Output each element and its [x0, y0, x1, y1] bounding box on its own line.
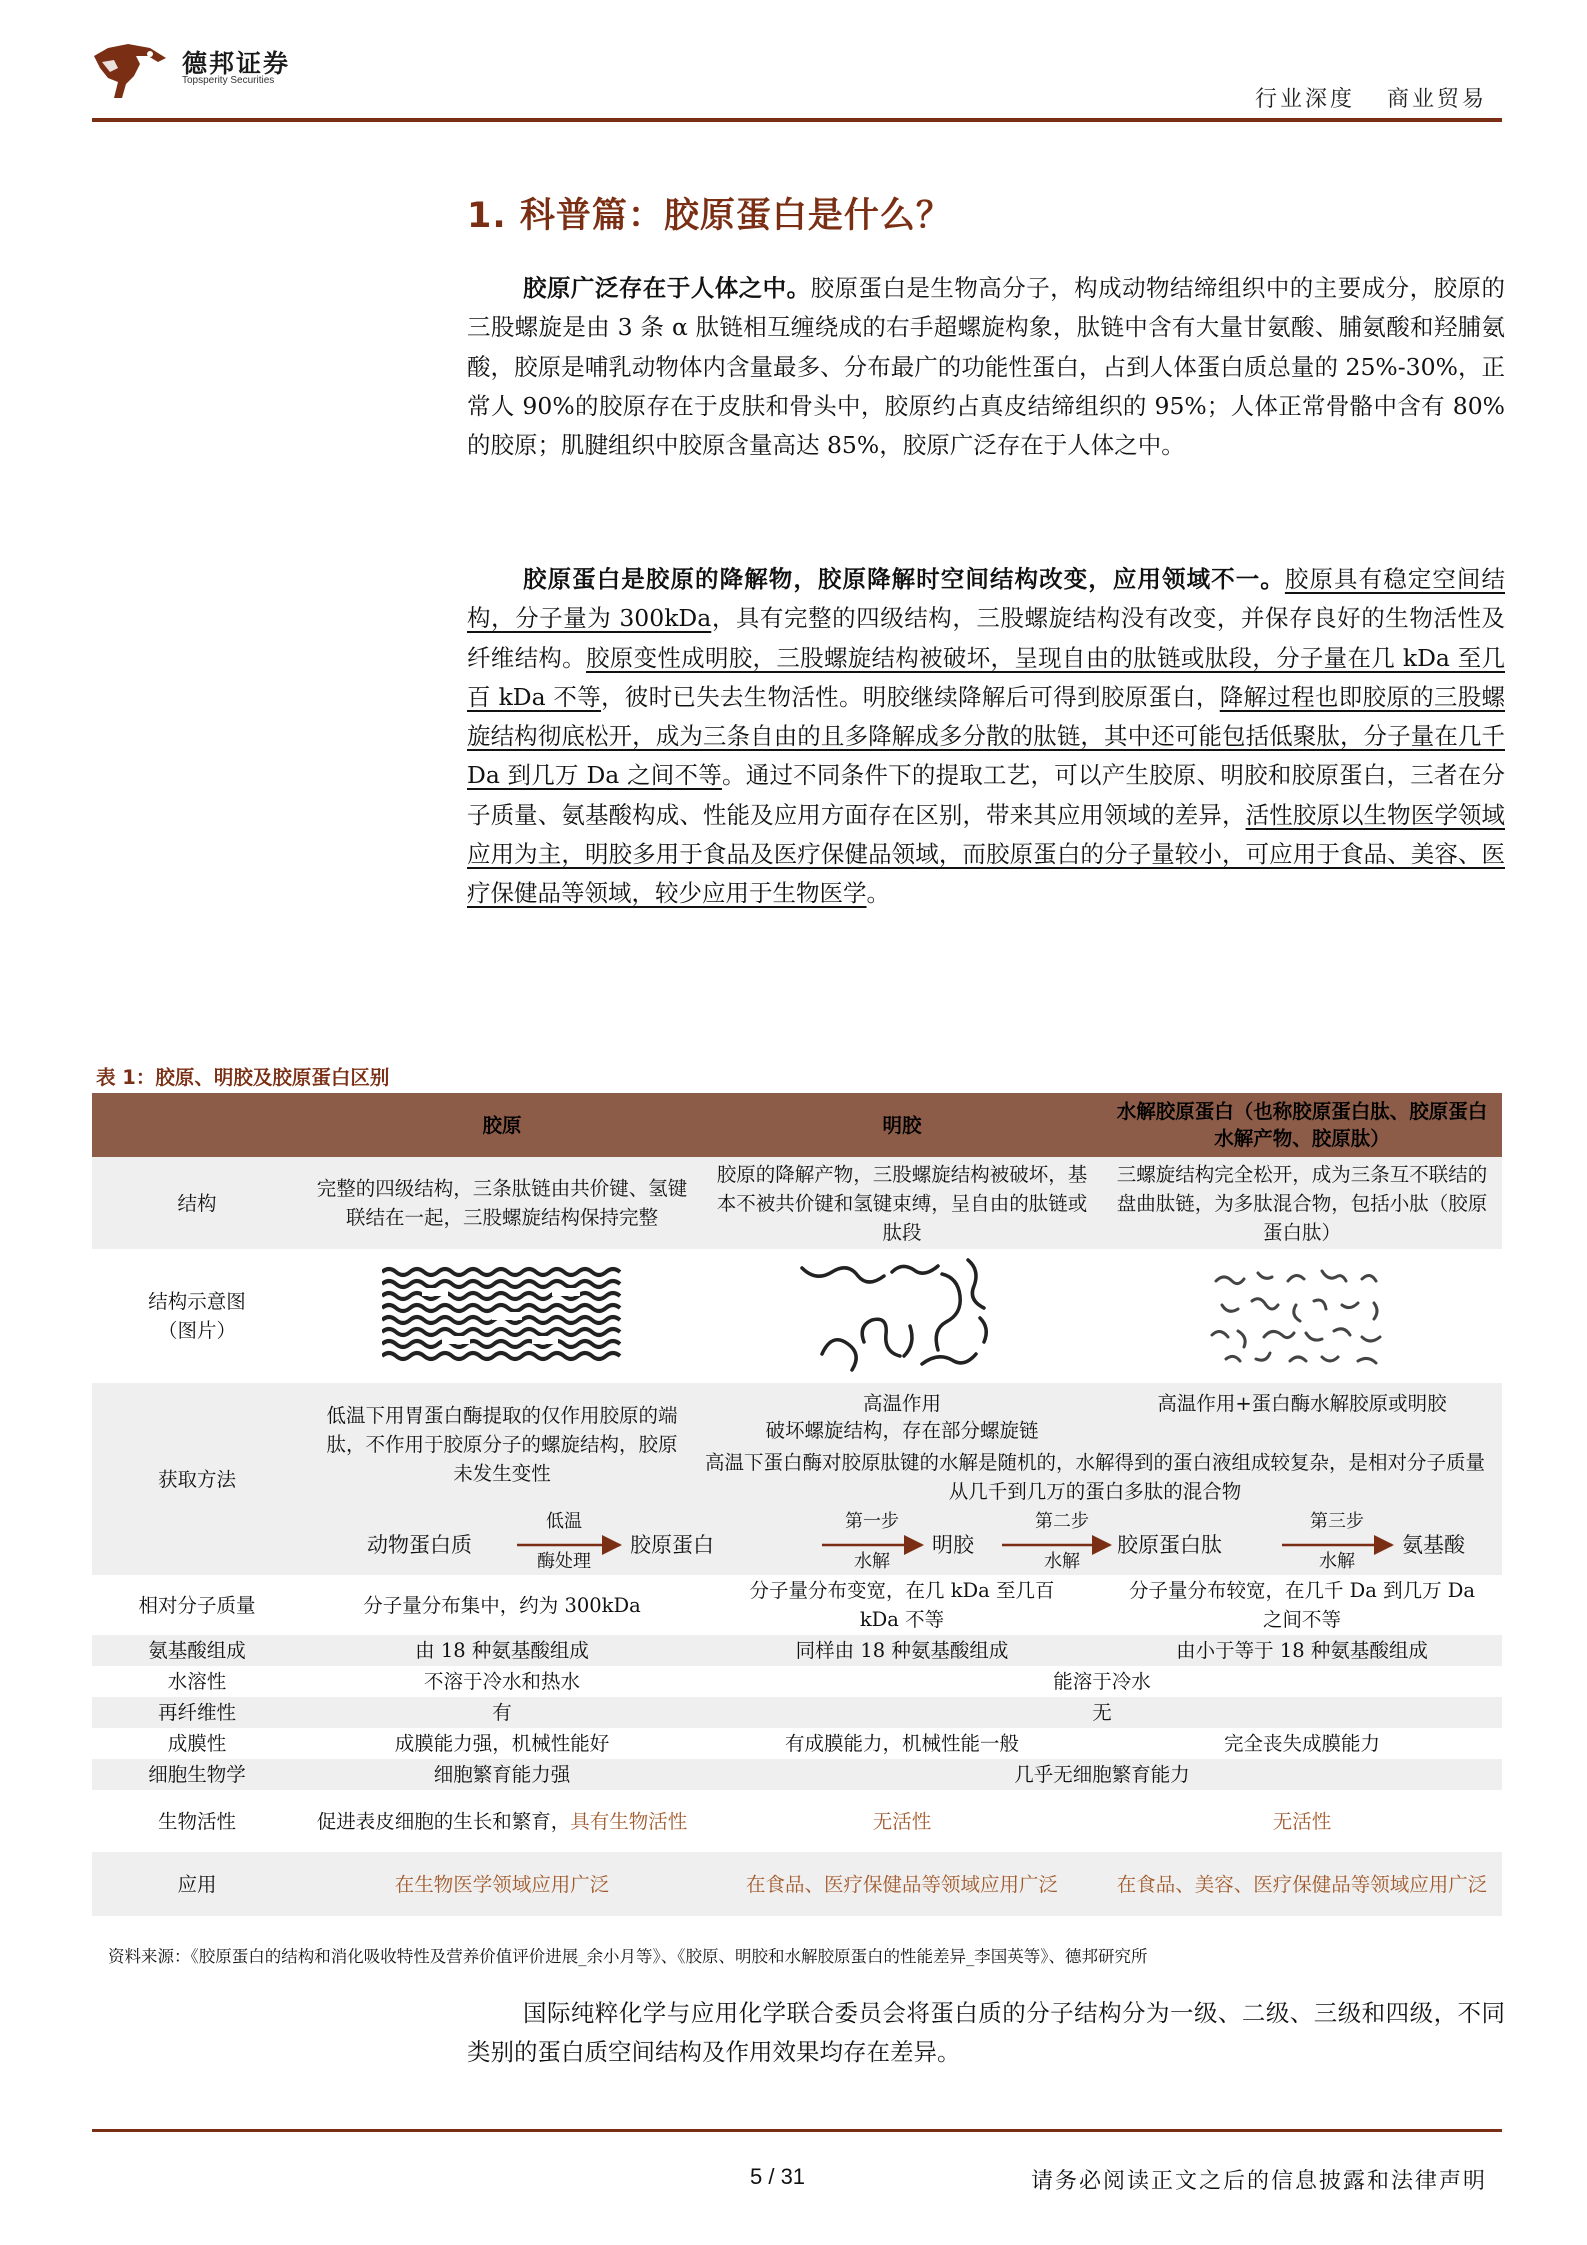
table-row [92, 1790, 1502, 1852]
process-flow-diagram [302, 1505, 1502, 1575]
flow-node: 氨基酸 [1402, 1533, 1465, 1557]
flow-arrow-label: 酶处理 [537, 1551, 591, 1572]
flow-node: 胶原蛋白肽 [1117, 1533, 1222, 1557]
flow-arrow-label: 低温 [546, 1511, 582, 1532]
row-label: 获取方法 [92, 1383, 302, 1575]
table-header-row [92, 1093, 1502, 1157]
flow-arrow-label: 水解 [854, 1551, 890, 1572]
table-cell: 在生物医学领域应用广泛 [302, 1852, 702, 1916]
table-row [92, 1249, 1502, 1383]
table-cell: 有 [302, 1697, 702, 1728]
underlined-text: 胶原具有稳定空间结构，分子量为 300kDa [467, 565, 1506, 633]
underlined-text: 胶原变性成明胶，三股螺旋结构被破坏，呈现自由的肽链或肽段，分子量在几 kDa 至几百 kDa 不等 [467, 643, 1505, 711]
table-cell: 细胞繁育能力强 [302, 1759, 702, 1790]
row-label: 生物活性 [157, 1809, 236, 1833]
row-label: 细胞生物学 [92, 1759, 302, 1790]
table-title: 表 1：胶原、明胶及胶原蛋白区别 [96, 1066, 390, 1089]
table-cell: 有成膜能力，机械性能一般 [784, 1732, 1019, 1755]
bio-text: 促进表皮细胞的生长和繁育， [316, 1809, 571, 1833]
table-row [92, 1759, 1502, 1790]
triple-helix-diagram [382, 1264, 622, 1368]
method-step: 高温作用+蛋白酶水解胶原或明胶 [1157, 1392, 1447, 1415]
header-tag-sector: 商业贸易 [1386, 87, 1487, 112]
row-label: 再纤维性 [92, 1697, 302, 1728]
header-divider [92, 118, 1502, 122]
underlined-text: 活性胶原以生物医学领域应用为主，明胶多用于食品及医疗保健品领域，而胶原蛋白的分子量较小，可应用于食品、美容、医疗保健品等领域，较少应用于生物医学 [467, 800, 1506, 908]
diagram-cell [1102, 1249, 1502, 1383]
table-source: 资料来源：《胶原蛋白的结构和消化吸收特性及营养价值评价进展_余小月等》、《胶原、明胶和水解胶原蛋白的性能差异_李国英等》、德邦研究所 [108, 1947, 1148, 1966]
header-tags [1233, 82, 1487, 113]
flow-arrow-label: 水解 [1044, 1551, 1080, 1572]
table-cell: 无活性 [872, 1809, 932, 1833]
underlined-text: 降解过程也即胶原的三股螺旋结构彻底松开，成为三条自由的且多降解成多分散的肽链，其中还可能包括低聚肽，分子量在几千 Da 到几万 Da 之间不等 [467, 682, 1505, 790]
paragraph-intro [467, 269, 1505, 465]
paragraph-lead: 胶原蛋白是胶原的降解物，胶原降解时空间结构改变，应用领域不一。 [523, 565, 1285, 593]
table-header-cell [92, 1093, 302, 1157]
table-cell: 三螺旋结构完全松开，成为三条互不联结的盘曲肽链，为多肽混合物，包括小肽（胶原蛋白肽） [1102, 1157, 1502, 1249]
table-row [92, 1635, 1502, 1666]
table-cell: 几乎无细胞繁育能力 [702, 1759, 1502, 1790]
table-cell: 在食品、医疗保健品等领域应用广泛 [702, 1852, 1102, 1916]
flow-arrow-label: 第二步 [1035, 1511, 1089, 1532]
flow-node: 动物蛋白质 [367, 1533, 472, 1557]
flow-arrow-label: 水解 [1319, 1551, 1355, 1572]
diagram-cell [302, 1249, 702, 1383]
header-tag-industry: 行业深度 [1254, 87, 1355, 112]
brand-name-en: Topsperity Securities [182, 75, 275, 86]
table-cell: 无活性 [1272, 1809, 1332, 1833]
row-label: 应用 [92, 1852, 302, 1916]
table-cell [302, 1790, 702, 1852]
table-row [92, 1697, 1502, 1728]
diagram-cell [702, 1249, 1102, 1383]
paragraph-text: 。 [866, 879, 890, 908]
method-step: 高温作用 [862, 1392, 941, 1415]
table-row [92, 1575, 1502, 1635]
row-label-text: 结构示意图（图片） [148, 1290, 246, 1342]
flow-arrow-label: 第三步 [1310, 1511, 1364, 1532]
paragraph-text: 。通过不同条件下的提取工艺，可以产生胶原、明胶和胶原蛋白，三者在分子质量、氨基酸构成、性能及应用方面存在区别，带来其应用领域的差异， [467, 761, 1505, 829]
hydrolyzed-collagen-diagram [1202, 1261, 1402, 1371]
row-label: 成膜性 [167, 1732, 227, 1755]
row-label [92, 1249, 302, 1383]
table-header-cell: 水解胶原蛋白（也称胶原蛋白肽、胶原蛋白水解产物、胶原肽） [1102, 1093, 1502, 1157]
paragraph-text: ，彼时已失去生物活性。明胶继续降解后可得到胶原蛋白， [601, 682, 1220, 711]
table-cell: 由 18 种氨基酸组成 [302, 1635, 702, 1666]
flow-arrow-label: 第一步 [845, 1511, 899, 1532]
row-label: 氨基酸组成 [92, 1635, 302, 1666]
flow-row [92, 1505, 1502, 1575]
table-cell: 低温下用胃蛋白酶提取的仅作用胶原的端肽，不作用于胶原分子的螺旋结构，胶原未发生变性 [302, 1383, 702, 1505]
gelatin-diagram [792, 1254, 1012, 1378]
footer-divider [92, 2129, 1502, 2132]
row-label: 结构 [92, 1157, 302, 1249]
table-row [92, 1852, 1502, 1916]
table-cell: 胶原的降解产物，三股螺旋结构被破坏，基本不被共价键和氢键束缚，呈自由的肽链或肽段 [702, 1157, 1102, 1249]
paragraph-body: 胶原蛋白是生物高分子，构成动物结缔组织中的主要成分，胶原的三股螺旋是由 3 条 α 肽链相互缠绕成的右手超螺旋构象，肽链中含有大量甘氨酸、脯氨酸和羟脯氨酸，胶原是哺乳动物体内含量最多、分布最广的功能性蛋白，占到人体蛋白质总量的 25%-30%，正常人 90%的胶原存在于皮肤和骨头中，胶原约占真皮结缔组织的 95%；人体正常骨骼中含有 80%的胶原；肌腱组织中胶原含量高达 85%，胶原广泛存在于人体之中。 [467, 274, 1506, 460]
method-hydro-note: 高温下蛋白酶对胶原肽键的水解是随机的，水解得到的蛋白液组成较复杂，是相对分子质量从几千到几万的蛋白多肽的混合物 [704, 1451, 1485, 1503]
bio-highlight: 具有生物活性 [570, 1809, 688, 1833]
table-cell: 无 [702, 1697, 1502, 1728]
table-cell: 成膜能力强，机械性能好 [394, 1732, 610, 1755]
brand-name: 德邦证券 [182, 49, 291, 78]
table-row [92, 1666, 1502, 1697]
paragraph-degradation [467, 560, 1505, 914]
table-cell: 分子量分布变宽，在几 kDa 至几百 kDa 不等 [749, 1579, 1055, 1631]
page-number: 5 / 31 [750, 2164, 806, 2189]
table-cell: 由小于等于 18 种氨基酸组成 [1102, 1635, 1502, 1666]
paragraph-text: ，具有完整的四级结构，三股螺旋结构没有改变，并保存良好的生物活性及纤维结构。 [467, 604, 1505, 672]
table-cell: 在食品、美容、医疗保健品等领域应用广泛 [1102, 1852, 1502, 1916]
table-cell: 不溶于冷水和热水 [423, 1670, 580, 1693]
flow-node: 胶原蛋白 [630, 1533, 714, 1557]
row-label: 相对分子质量 [138, 1593, 256, 1617]
table-cell: 能溶于冷水 [1053, 1670, 1151, 1693]
table-row [92, 1157, 1502, 1249]
table-cell: 分子量分布集中，约为 300kDa [363, 1593, 641, 1617]
row-label: 水溶性 [167, 1670, 227, 1693]
table-cell: 分子量分布较宽，在几千 Da 到几万 Da 之间不等 [1128, 1579, 1476, 1631]
process-flow [302, 1505, 1502, 1575]
table-row [92, 1728, 1502, 1759]
table-cell: 完全丧失成膜能力 [1223, 1732, 1380, 1755]
flow-node: 明胶 [932, 1533, 974, 1557]
section-title: 1. 科普篇：胶原蛋白是什么？ [467, 196, 952, 236]
table-cell: 完整的四级结构，三条肽链由共价键、氢键联结在一起，三股螺旋结构保持完整 [302, 1157, 702, 1249]
paragraph-protein-structure: 国际纯粹化学与应用化学联合委员会将蛋白质的分子结构分为一级、二级、三级和四级，不同类别的蛋白质空间结构及作用效果均存在差异。 [467, 1999, 1505, 2067]
table-cell: 同样由 18 种氨基酸组成 [702, 1635, 1102, 1666]
paragraph-lead: 胶原广泛存在于人体之中。 [523, 274, 811, 302]
method-step: 破坏螺旋结构，存在部分螺旋链 [765, 1419, 1039, 1442]
legal-disclaimer: 请务必阅读正文之后的信息披露和法律声明 [1030, 2169, 1487, 2194]
table-header-cell: 明胶 [702, 1093, 1102, 1157]
table-header-cell: 胶原 [302, 1093, 702, 1157]
